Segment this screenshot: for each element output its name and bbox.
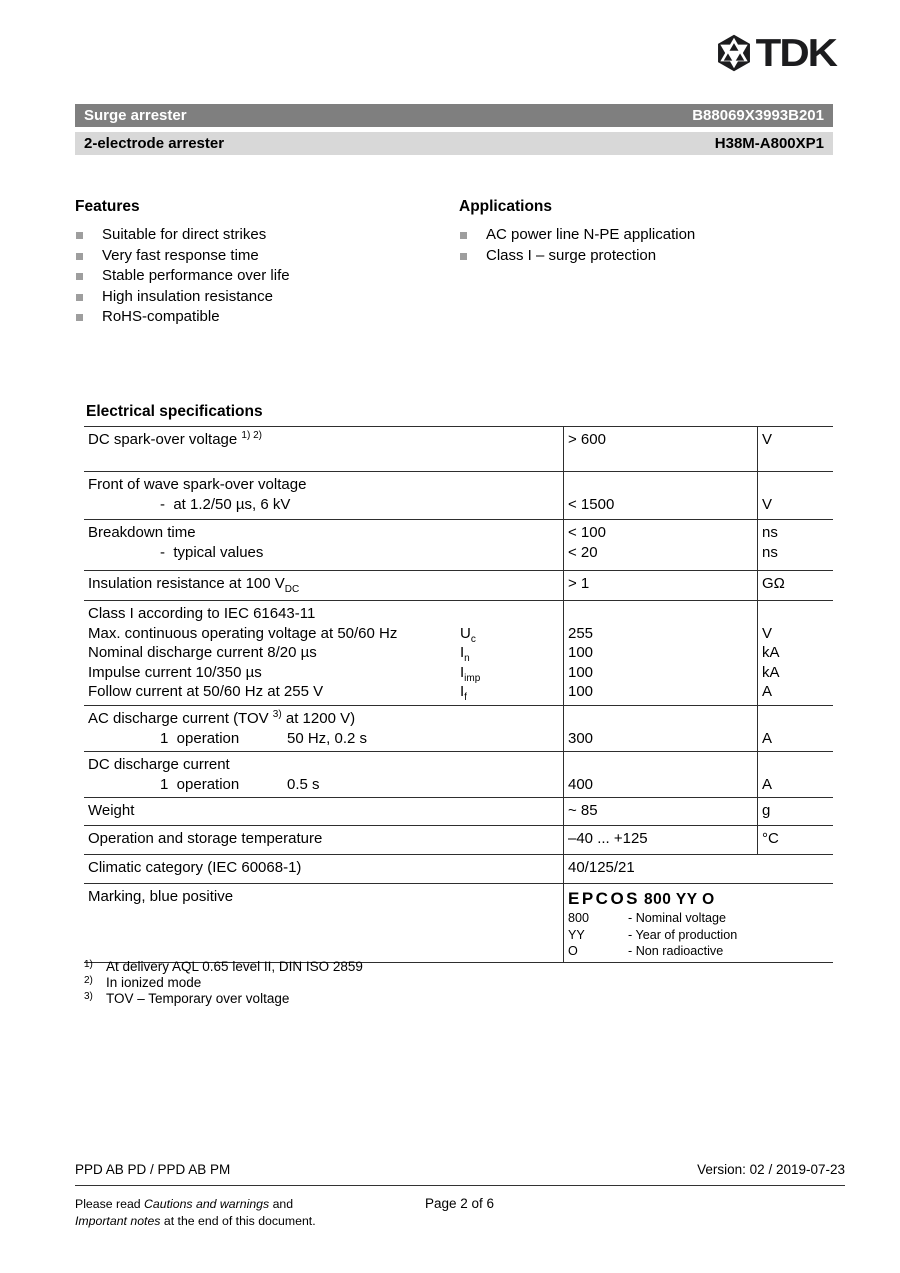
footnote-marker: 2)	[84, 975, 93, 986]
type-code: H38M-A800XP1	[714, 135, 824, 152]
note-text-italic: Cautions and warnings	[144, 1197, 270, 1211]
param-cell	[84, 798, 563, 825]
condition-label: 0.5 s	[287, 775, 320, 793]
value-cell	[563, 601, 757, 705]
footnote-text: At delivery AQL 0.65 level II, DIN ISO 2859	[106, 959, 363, 974]
feature-text: Very fast response time	[102, 246, 259, 264]
feature-text: RoHS-compatible	[102, 308, 220, 326]
footer-note-row	[75, 1196, 845, 1229]
unit: ns	[762, 524, 778, 541]
applications-title: Applications	[459, 198, 553, 215]
product-type-bar	[75, 132, 833, 155]
unit: kA	[762, 663, 780, 681]
footnote-text: TOV – Temporary over voltage	[106, 991, 290, 1006]
table-row	[84, 826, 833, 855]
value: < 100	[568, 524, 606, 541]
table-row	[84, 520, 833, 571]
param-cell	[84, 427, 563, 471]
value: ~ 85	[568, 802, 598, 820]
applications-list	[459, 225, 839, 266]
spacer-line	[568, 604, 752, 624]
param-label: Front of wave spark-over voltage	[88, 476, 307, 493]
spacer-line	[568, 709, 752, 729]
spacer-line	[568, 755, 752, 775]
unit-cell	[757, 472, 833, 519]
param-cell	[84, 706, 563, 751]
condition-label: 50 Hz, 0.2 s	[287, 729, 368, 747]
unit: °C	[762, 830, 779, 848]
electrical-specifications-section	[84, 403, 833, 963]
unit-cell	[757, 798, 833, 825]
features-list	[75, 225, 445, 328]
spacer-line	[762, 709, 828, 729]
spacer-line	[762, 475, 828, 495]
square-bullet-icon	[76, 232, 83, 239]
param-cell	[84, 601, 563, 705]
unit-cell	[757, 826, 833, 854]
operation-label: 1 operation	[160, 775, 240, 793]
spacer-line	[762, 755, 828, 775]
unit: A	[762, 683, 773, 701]
value: < 1500	[568, 495, 615, 513]
value: 100	[568, 644, 594, 662]
list-item	[459, 225, 839, 246]
param-label: DC spark-over voltage	[88, 431, 242, 448]
unit-cell	[757, 752, 833, 797]
list-item	[75, 307, 445, 328]
value-cell	[563, 826, 757, 854]
marking-cell	[563, 884, 833, 962]
features-title: Features	[75, 198, 140, 215]
value: –40 ... +125	[568, 830, 648, 848]
note-text: Please read	[75, 1197, 145, 1211]
param-label: Weight	[88, 802, 135, 820]
list-item	[75, 225, 445, 246]
symbol: $I_n$	[460, 644, 470, 665]
footnote-ref: 1) 2)	[241, 430, 262, 441]
legend-desc: - Year of production	[628, 927, 738, 942]
unit: GΩ	[762, 575, 785, 592]
page-indicator: Page 2 of 6	[425, 1196, 495, 1211]
table-row	[84, 427, 833, 472]
table-row	[84, 798, 833, 826]
application-text: Class I – surge protection	[486, 246, 657, 264]
unit: A	[762, 729, 773, 747]
table-row	[84, 472, 833, 520]
symbol: $U_c$	[460, 624, 476, 645]
epcos-logo-text: EPCOS	[568, 889, 641, 909]
value: 100	[568, 663, 594, 681]
spacer-line	[568, 475, 752, 495]
value: 300	[568, 729, 594, 747]
page-footer	[75, 1162, 845, 1229]
param-label: DC discharge current	[88, 756, 230, 774]
value: 40/125/21	[568, 859, 635, 877]
legend-row	[568, 910, 828, 926]
footnote-marker: 3)	[84, 991, 93, 1002]
table-row	[84, 601, 833, 706]
value: 100	[568, 683, 594, 701]
param-label: Climatic category (IEC 60068-1)	[88, 859, 302, 877]
param-sub-label: - typical values	[160, 543, 264, 561]
legend-row	[568, 927, 828, 943]
applications-section	[459, 198, 839, 266]
unit-cell	[757, 601, 833, 705]
param-label: Operation and storage temperature	[88, 830, 323, 848]
param-sub-label: - at 1.2/50 µs, 6 kV	[160, 495, 291, 513]
footnote-text: In ionized mode	[106, 975, 202, 990]
square-bullet-icon	[76, 294, 83, 301]
param-cell	[84, 752, 563, 797]
value-cell	[563, 427, 757, 471]
marking-code: 800 YY O	[644, 891, 715, 909]
unit: g	[762, 802, 771, 820]
table-row	[84, 855, 833, 884]
spec-table	[84, 426, 833, 963]
value: < 20	[568, 543, 598, 561]
footnote	[84, 991, 363, 1007]
square-bullet-icon	[76, 314, 83, 321]
unit-cell	[757, 571, 833, 600]
spacer-line	[762, 604, 828, 624]
param-cell	[84, 826, 563, 854]
symbol: $I_{imp}$	[460, 663, 481, 684]
unit: kA	[762, 644, 780, 662]
value-cell	[563, 855, 833, 883]
unit-cell	[757, 427, 833, 471]
header-bars	[75, 104, 833, 155]
feature-text: Suitable for direct strikes	[102, 226, 267, 243]
footnotes	[84, 959, 363, 1007]
epcos-marking	[568, 888, 828, 910]
footnote-marker: 1)	[84, 959, 93, 970]
value-cell	[563, 571, 757, 600]
legend-desc: - Nominal voltage	[628, 911, 726, 926]
value-cell	[563, 798, 757, 825]
legend-row	[568, 943, 828, 959]
department: PPD AB PD / PPD AB PM	[75, 1162, 231, 1177]
tdk-hexagon-mark	[715, 34, 753, 72]
param-label: Marking, blue positive	[88, 888, 234, 906]
legend-term: YY	[568, 927, 585, 942]
footnote	[84, 975, 363, 991]
application-text: AC power line N-PE application	[486, 226, 696, 243]
square-bullet-icon	[460, 232, 467, 239]
unit: A	[762, 775, 773, 793]
table-row	[84, 571, 833, 601]
version: Version: 02 / 2019-07-23	[697, 1162, 845, 1177]
value-cell	[563, 520, 757, 570]
legend-term: 800	[568, 911, 590, 926]
param-cell	[84, 571, 563, 600]
param-label: Max. continuous operating voltage at 50/60 Hz	[88, 624, 398, 642]
legend-desc: - Non radioactive	[628, 943, 724, 958]
feature-text: High insulation resistance	[102, 287, 273, 305]
footnote-ref: 3)	[272, 708, 282, 720]
product-type: 2-electrode arrester	[84, 135, 225, 152]
tdk-logo	[715, 30, 836, 75]
value-cell	[563, 752, 757, 797]
section-title: Electrical specifications	[86, 403, 263, 420]
footer-meta-row	[75, 1162, 845, 1177]
table-row	[84, 752, 833, 798]
note-text-italic: Important notes	[75, 1213, 161, 1228]
list-item	[459, 246, 839, 267]
unit: V	[762, 495, 773, 513]
square-bullet-icon	[76, 253, 83, 260]
param-label: Follow current at 50/60 Hz at 255 V	[88, 683, 324, 701]
value-cell	[563, 706, 757, 751]
param-label: Impulse current 10/350 µs	[88, 663, 262, 681]
param-label: Nominal discharge current 8/20 µs	[88, 644, 317, 662]
value: > 600	[568, 431, 606, 448]
value: > 1	[568, 575, 590, 592]
cautions-note	[75, 1196, 405, 1229]
list-item	[75, 266, 445, 287]
table-row	[84, 884, 833, 963]
feature-text: Stable performance over life	[102, 267, 290, 285]
product-family: Surge arrester	[84, 107, 187, 124]
note-text: and	[269, 1197, 294, 1211]
param-label: at 1200 V)	[281, 709, 356, 727]
param-cell	[84, 884, 563, 962]
unit-cell	[757, 706, 833, 751]
unit: V	[762, 431, 773, 448]
param-label: AC discharge current (TOV	[88, 709, 273, 727]
value: 400	[568, 775, 594, 793]
unit: V	[762, 624, 773, 642]
list-item	[75, 287, 445, 308]
param-label: Class I according to IEC 61643-11	[88, 605, 316, 622]
part-number: B88069X3993B201	[692, 107, 824, 124]
param-cell	[84, 855, 563, 883]
symbol: $I_f$	[460, 683, 467, 704]
tdk-logo-text: TDK	[755, 30, 836, 75]
unit: ns	[762, 543, 778, 561]
features-section	[75, 198, 445, 328]
square-bullet-icon	[460, 253, 467, 260]
note-text: at the end of this document.	[160, 1213, 316, 1228]
value: 255	[568, 624, 594, 642]
operation-label: 1 operation	[160, 729, 240, 747]
subscript: DC	[284, 584, 300, 595]
param-label: Insulation resistance at 100 V	[88, 575, 285, 592]
unit-cell	[757, 520, 833, 570]
table-row	[84, 706, 833, 752]
legend-term: O	[568, 943, 578, 958]
value-cell	[563, 472, 757, 519]
footnote	[84, 959, 363, 975]
param-cell	[84, 472, 563, 519]
param-label: Breakdown time	[88, 524, 196, 541]
product-family-bar	[75, 104, 833, 127]
list-item	[75, 246, 445, 267]
param-cell	[84, 520, 563, 570]
square-bullet-icon	[76, 273, 83, 280]
footer-divider	[75, 1185, 845, 1186]
